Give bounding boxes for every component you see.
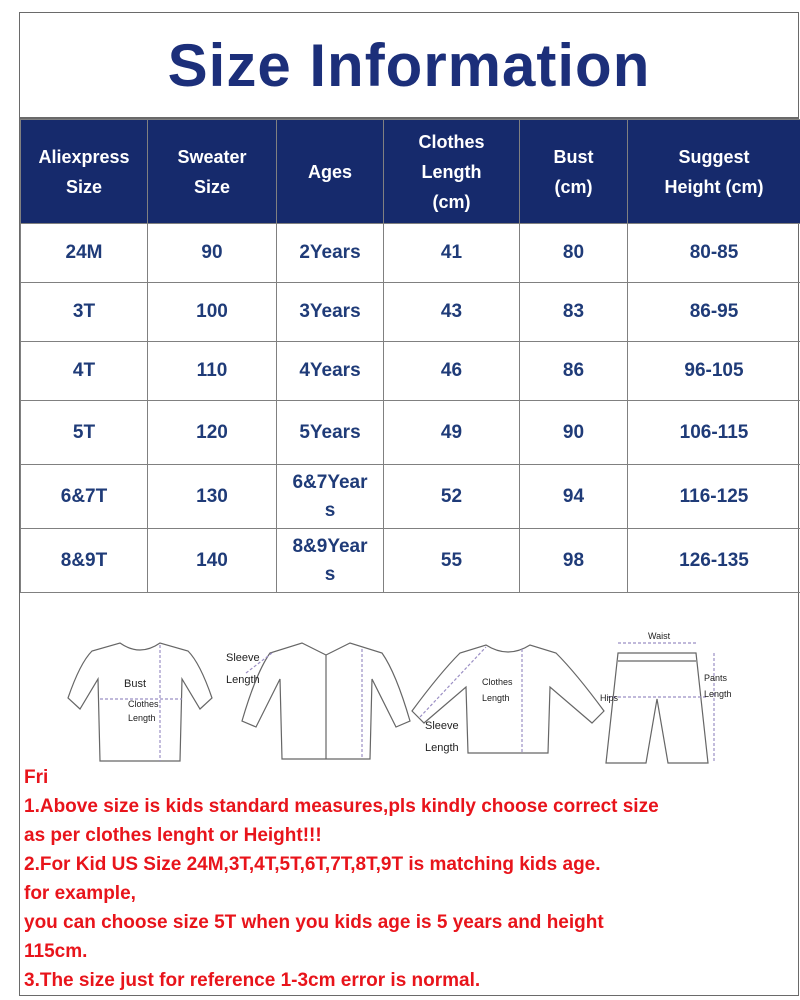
- table-cell: [384, 401, 520, 465]
- label-pants-waist: Waist: [648, 631, 671, 641]
- table-cell: [148, 465, 277, 529]
- cell-text: 86-95: [689, 301, 739, 322]
- size-table-header: [21, 120, 800, 224]
- cell-text: 6&7T: [60, 485, 108, 507]
- cell-text: 80-85: [689, 242, 739, 263]
- label-raglan-length: Length: [482, 693, 510, 703]
- header-text: Height (cm): [664, 176, 764, 197]
- label-pants-length: Length: [704, 689, 732, 699]
- cell-text: 55: [440, 549, 463, 571]
- table-cell: [277, 529, 384, 593]
- cell-text: 46: [440, 360, 463, 381]
- table-cell: [520, 342, 628, 401]
- table-cell: [148, 224, 277, 283]
- table-row: [21, 529, 800, 593]
- table-cell: [520, 283, 628, 342]
- note-line: as per clothes lenght or Height!!!: [24, 825, 322, 846]
- cell-text: 8&9Year: [292, 535, 368, 557]
- cell-text: 52: [440, 485, 463, 507]
- cell-text: 5T: [72, 421, 96, 443]
- header-text: Sweater: [177, 146, 247, 167]
- cell-text: 94: [562, 485, 585, 507]
- table-cell: [21, 529, 148, 593]
- note-line: Fri: [24, 767, 49, 788]
- header-text: Clothes: [418, 131, 485, 152]
- note-line: 2.For Kid US Size 24M,3T,4T,5T,6T,7T,8T,9T is matching kids age.: [24, 854, 601, 875]
- cell-text: 8&9T: [60, 549, 108, 571]
- cell-text: 96-105: [684, 360, 744, 381]
- note-line: 115cm.: [24, 941, 88, 962]
- header-text: Bust: [553, 146, 594, 167]
- table-cell: [628, 283, 800, 342]
- note-line: you can choose size 5T when you kids age is 5 years and height: [24, 912, 604, 933]
- cell-text: 4Years: [299, 360, 361, 381]
- cell-text: 90: [201, 242, 223, 263]
- cell-text: 120: [196, 421, 228, 443]
- cell-text: 6&7Year: [292, 471, 368, 493]
- table-cell: [148, 342, 277, 401]
- note-line: for example,: [24, 883, 136, 904]
- label-raglan-sleeve-length: Length: [425, 742, 459, 754]
- label-pants-hips: Hips: [600, 693, 619, 703]
- label-shirt-length: Length: [226, 674, 260, 686]
- header-cell: [148, 120, 277, 224]
- table-cell: [148, 283, 277, 342]
- table-cell: [21, 224, 148, 283]
- table-cell: [628, 465, 800, 529]
- size-notes: [24, 763, 796, 995]
- note-line: 3.The size just for reference 1-3cm error is normal.: [24, 970, 481, 991]
- cell-text: 24M: [65, 242, 103, 263]
- table-cell: [21, 401, 148, 465]
- cell-text: 106-115: [679, 421, 749, 443]
- table-row: [21, 283, 800, 342]
- label-sweater-length: Length: [128, 713, 156, 723]
- table-cell: [277, 224, 384, 283]
- header-cell: [520, 120, 628, 224]
- cell-text: 90: [562, 421, 585, 443]
- label-sweater-clothes: Clothes: [128, 699, 159, 709]
- cell-text: 4T: [72, 360, 96, 381]
- table-cell: [277, 342, 384, 401]
- cell-text: 100: [196, 301, 228, 322]
- label-raglan-clothes: Clothes: [482, 677, 513, 687]
- size-table: [20, 119, 800, 593]
- cell-text: 116-125: [679, 485, 749, 507]
- cell-text: s: [324, 499, 336, 521]
- cell-text: 110: [196, 360, 228, 381]
- cell-text: 83: [562, 301, 585, 322]
- table-cell: [520, 465, 628, 529]
- table-cell: [21, 283, 148, 342]
- header-text: (cm): [554, 176, 593, 197]
- shirt-diagram: [242, 643, 410, 759]
- table-cell: [628, 529, 800, 593]
- table-cell: [277, 401, 384, 465]
- table-cell: [628, 401, 800, 465]
- header-text: Size: [65, 176, 103, 197]
- cell-text: 126-135: [679, 549, 749, 571]
- size-table-body: [21, 224, 800, 593]
- table-cell: [277, 283, 384, 342]
- table-cell: [21, 342, 148, 401]
- table-row: [21, 224, 800, 283]
- header-cell: [628, 120, 800, 224]
- measurement-diagrams: [20, 613, 800, 769]
- label-raglan-sleeve: Sleeve: [425, 720, 459, 732]
- table-cell: [384, 283, 520, 342]
- table-cell: [384, 465, 520, 529]
- table-cell: [520, 529, 628, 593]
- header-text: Size: [193, 176, 231, 197]
- table-cell: [384, 529, 520, 593]
- note-line: 1.Above size is kids standard measures,pls kindly choose correct size: [24, 796, 659, 817]
- header-text: Length: [421, 161, 482, 182]
- table-cell: [21, 465, 148, 529]
- cell-text: 80: [562, 242, 585, 263]
- header-cell: [384, 120, 520, 224]
- cell-text: 43: [440, 301, 463, 322]
- table-row: [21, 342, 800, 401]
- label-shirt-sleeve: Sleeve: [226, 652, 260, 664]
- cell-text: 41: [440, 242, 463, 263]
- header-cell: [277, 120, 384, 224]
- cell-text: 140: [196, 549, 228, 571]
- table-cell: [148, 529, 277, 593]
- cell-text: 3T: [72, 301, 96, 322]
- cell-text: 98: [562, 549, 585, 571]
- label-pants-pants: Pants: [704, 673, 728, 683]
- header-row: [21, 120, 800, 224]
- size-chart-frame: [19, 12, 799, 996]
- table-cell: [148, 401, 277, 465]
- table-row: [21, 465, 800, 529]
- cell-text: s: [324, 563, 336, 585]
- cell-text: 3Years: [299, 301, 361, 322]
- cell-text: 130: [196, 485, 228, 507]
- table-cell: [628, 224, 800, 283]
- header-text: (cm): [432, 191, 471, 212]
- table-cell: [277, 465, 384, 529]
- table-cell: [520, 401, 628, 465]
- header-text: Ages: [307, 161, 352, 182]
- table-cell: [384, 224, 520, 283]
- cell-text: 49: [440, 421, 463, 443]
- cell-text: 5Years: [299, 421, 361, 443]
- table-row: [21, 401, 800, 465]
- header-text: Aliexpress: [38, 146, 130, 167]
- label-bust: Bust: [124, 678, 147, 690]
- pants-diagram: [606, 643, 714, 763]
- cell-text: 2Years: [299, 242, 361, 263]
- cell-text: 86: [562, 360, 585, 381]
- header-text: Suggest: [678, 146, 750, 167]
- table-cell: [384, 342, 520, 401]
- table-cell: [520, 224, 628, 283]
- header-cell: [21, 120, 148, 224]
- page-title: Size Information: [167, 31, 651, 99]
- table-cell: [628, 342, 800, 401]
